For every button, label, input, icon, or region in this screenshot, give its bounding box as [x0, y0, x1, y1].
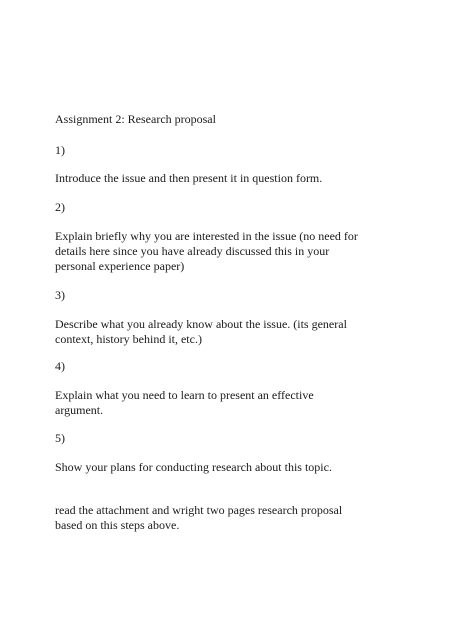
- step-5-text: Show your plans for conducting research about this topic.: [55, 460, 332, 474]
- step-2-number: 2): [55, 200, 65, 214]
- step-1-text: Introduce the issue and then present it in question form.: [55, 171, 323, 185]
- step-3-text: Describe what you already know about the issue. (its general context, history behind it, etc.): [55, 317, 347, 346]
- step-2-text: Explain briefly why you are interested in the issue (no need for details here since you have already discussed this in your personal experience paper): [55, 229, 358, 273]
- step-4-number: 4): [55, 359, 65, 373]
- step-3-number: 3): [55, 288, 65, 302]
- step-5-number: 5): [55, 431, 65, 445]
- closing-note: read the attachment and wright two pages research proposal based on this steps above.: [55, 503, 343, 532]
- step-1-number: 1): [55, 143, 65, 157]
- document-title: Assignment 2: Research proposal: [55, 112, 216, 126]
- step-4-text: Explain what you need to learn to present an effective argument.: [55, 388, 314, 417]
